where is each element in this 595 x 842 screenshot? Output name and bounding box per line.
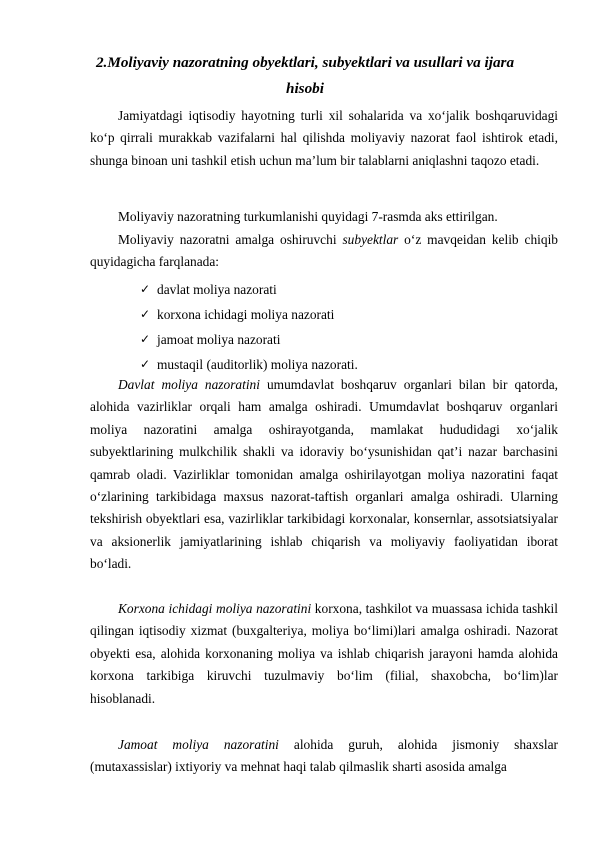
check-icon: ✓ (140, 332, 151, 346)
internal-control-term: Korxona ichidagi moliya nazoratini (118, 601, 312, 616)
internal-control-text: korxona, tashkilot va muassasa ichida tashkil qilingan iqtisodiy xizmat (buxgalteriya, moliya bo‘limi)lari amalga oshiradi. Nazorat obyekti esa, alohida korxonaning moliya va ishlab chiqarish jarayoni hamda alohida korxona tarkibiga kiruvchi tuzulmaviy bo‘lim (filial, shaxobcha, bo‘lim)lar hisoblanadi. (90, 601, 558, 706)
paragraph-intro: Jamiyatdagi iqtisodiy hayotning turli xil sohalarida va xo‘jalik boshqaruvidagi ko‘p qirrali murakkab vazifalarni hal qilishda moliyaviy nazorat faol ishtirok etadi, shunga binoan uni tashkil etish uchun ma’lum bir talablarni aniqlashni taqozo etadi. (90, 108, 558, 168)
list-item-label: davlat moliya nazorati (157, 282, 277, 297)
subjects-term: subyektlar (342, 232, 399, 247)
subjects-text-before: Moliyaviy nazoratni amalga oshiruvchi (118, 232, 343, 247)
list-item-label: jamoat moliya nazorati (157, 332, 281, 347)
check-icon: ✓ (140, 357, 151, 371)
section-heading (90, 50, 520, 102)
paragraph-internal-control (90, 598, 558, 710)
heading-line-2: hisobi (286, 80, 324, 97)
public-control-text: alohida guruh, alohida jismoniy shaxslar (mutaxassislar) ixtiyoriy va mehnat haqi talab qilmaslik sharti asosida amalga (90, 737, 559, 775)
paragraph-classification: Moliyaviy nazoratning turkumlanishi quyidagi 7-rasmda aks ettirilgan. (118, 209, 498, 224)
paragraph-subjects (90, 229, 558, 274)
public-control-term: Jamoat moliya nazoratini (118, 737, 279, 752)
subjects-text-after: o‘z mavqeidan kelib chiqib quyidagicha farqlanada: (90, 232, 558, 270)
check-icon: ✓ (140, 307, 151, 321)
state-control-term: Davlat moliya nazoratini (118, 377, 260, 392)
list-item (140, 302, 358, 327)
state-control-text: umumdavlat boshqaruv organlari bilan bir qatorda, alohida vazirliklar orqali ham amalga oshiradi. Umumdavlat boshqaruv organlari moliya nazoratini amalga oshirayotganda, mamlakat hududidagi xo‘jalik subyektlarining mulkchilik shakli va idoraviy bo‘ysunishidan qat’i nazar barchasini qamrab oladi. Vazirliklar tomonidan amalga oshirilayotgan moliya nazoratini faqat o‘zlarining tarkibidaga maxsus nazorat-taftish organlari amalga oshiradi. Ularning tekshirish obyektlari esa, vazirliklar tarkibidagi korxonalar, konsernlar, assotsiatsiyalar va aksionerlik jamiyatlarining ishlab chiqarish va moliyaviy faoliyatidan iborat bo‘ladi. (90, 377, 558, 572)
subject-list (140, 277, 358, 377)
list-item-label: mustaqil (auditorlik) moliya nazorati. (157, 357, 358, 372)
paragraph-public-control (90, 734, 558, 779)
list-item-label: korxona ichidagi moliya nazorati (157, 307, 335, 322)
list-item (140, 327, 358, 352)
list-item (140, 277, 358, 302)
heading-line-1: 2.Moliyaviy nazoratning obyektlari, subyektlari va usullari va ijara (95, 54, 515, 71)
check-icon: ✓ (140, 282, 151, 296)
paragraph-state-control (90, 374, 558, 576)
